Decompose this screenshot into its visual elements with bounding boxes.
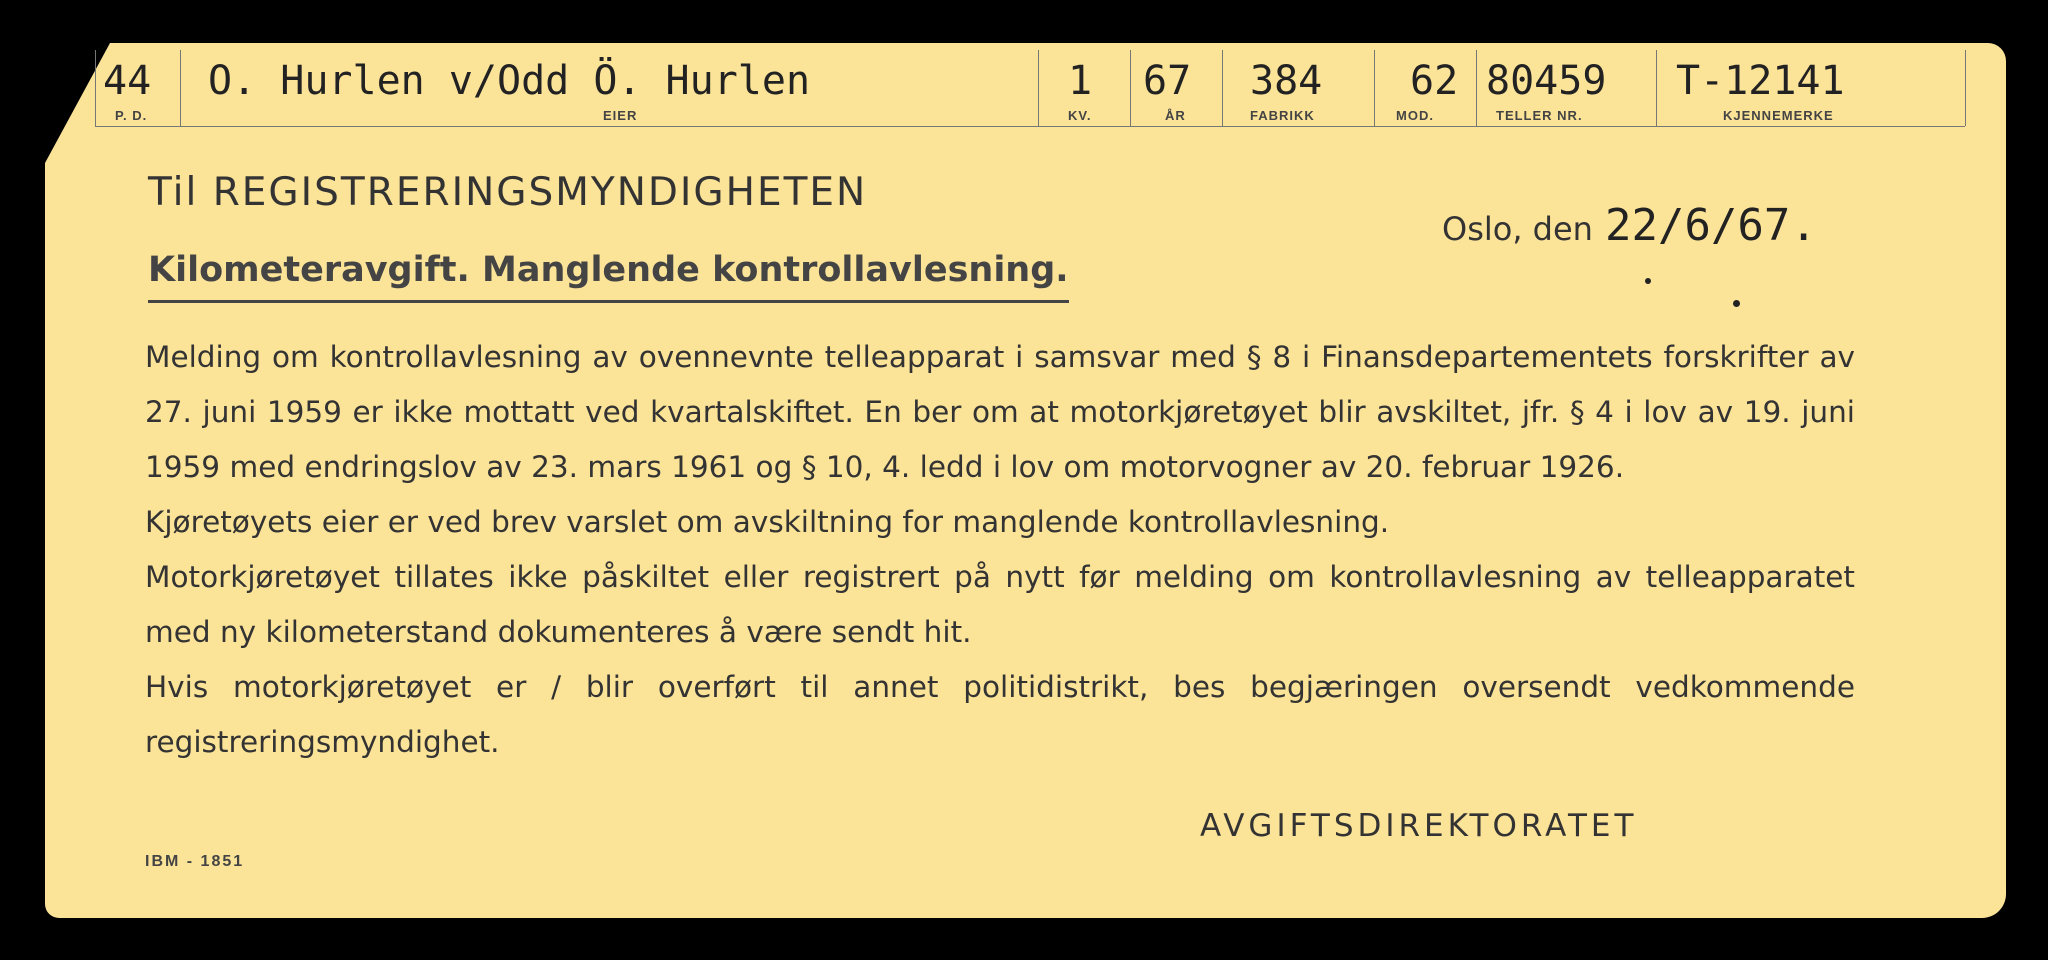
signature: AVGIFTSDIREKTORATET bbox=[1200, 808, 1638, 844]
notice-body bbox=[145, 330, 1855, 770]
paragraph: Hvis motorkjøretøyet er / blir overført til annet politidistrikt, bes begjæringen oversendt vedkommende registreringsmyndighet. bbox=[145, 670, 1855, 759]
owner-label: EIER bbox=[603, 108, 638, 123]
header-rule bbox=[95, 126, 1965, 127]
fabrikk-value: 384 bbox=[1250, 58, 1323, 104]
model-label: MOD. bbox=[1396, 108, 1434, 123]
paragraph: Melding om kontrollavlesning av ovennevnte telleapparat i samsvar med § 8 i Finansdepartementets forskrifter av 27. juni 1959 er ikke mottatt ved kvartalskiftet. En ber om at motorkjøretøyet blir avskiltet, jfr. § 4 i lov av 19. juni 1959 med endringslov av 23. mars 1961 og § 10, 4. ledd i lov om motorvogner av 20. februar 1926. bbox=[145, 340, 1855, 484]
header-divider bbox=[95, 50, 96, 126]
kv-label: KV. bbox=[1068, 108, 1092, 123]
header-divider bbox=[1656, 50, 1657, 126]
fabrikk-label: FABRIKK bbox=[1250, 108, 1315, 123]
paragraph: Motorkjøretøyet tillates ikke påskiltet eller registrert på nytt før melding om kontrollavlesning av telleapparatet med ny kilometerstand dokumenteres å være sendt hit. bbox=[145, 560, 1855, 649]
header-divider bbox=[1038, 50, 1039, 126]
header-divider bbox=[1965, 50, 1966, 126]
date-value: 22/6/67. bbox=[1604, 200, 1817, 251]
ink-speck bbox=[1645, 278, 1651, 284]
subject-heading: Kilometeravgift. Manglende kontrollavlesning. bbox=[148, 250, 1069, 303]
date-prefix: Oslo, den bbox=[1442, 210, 1593, 248]
form-code: IBM - 1851 bbox=[145, 853, 245, 870]
registration-plate-value: T-12141 bbox=[1676, 58, 1845, 104]
pd-value: 44 bbox=[103, 58, 152, 104]
header-divider bbox=[1222, 50, 1223, 126]
year-value: 67 bbox=[1143, 58, 1192, 104]
registration-plate-label: KJENNEMERKE bbox=[1723, 108, 1834, 123]
recipient-heading: Til REGISTRERINGSMYNDIGHETEN bbox=[148, 170, 868, 215]
header-divider bbox=[1476, 50, 1477, 126]
counter-number-label: TELLER NR. bbox=[1496, 108, 1583, 123]
header-divider bbox=[1374, 50, 1375, 126]
ink-speck bbox=[1733, 300, 1740, 307]
header-divider bbox=[180, 50, 181, 126]
counter-number-value: 80459 bbox=[1486, 58, 1607, 104]
header-divider bbox=[1130, 50, 1131, 126]
date-line bbox=[1442, 200, 1817, 251]
year-label: ÅR bbox=[1165, 108, 1186, 123]
kv-value: 1 bbox=[1068, 58, 1093, 104]
pd-label: P. D. bbox=[115, 108, 148, 123]
model-value: 62 bbox=[1410, 58, 1459, 104]
owner-value: O. Hurlen v/Odd Ö. Hurlen bbox=[208, 58, 811, 104]
paragraph: Kjøretøyets eier er ved brev varslet om avskiltning for manglende kontrollavlesning. bbox=[145, 505, 1390, 539]
